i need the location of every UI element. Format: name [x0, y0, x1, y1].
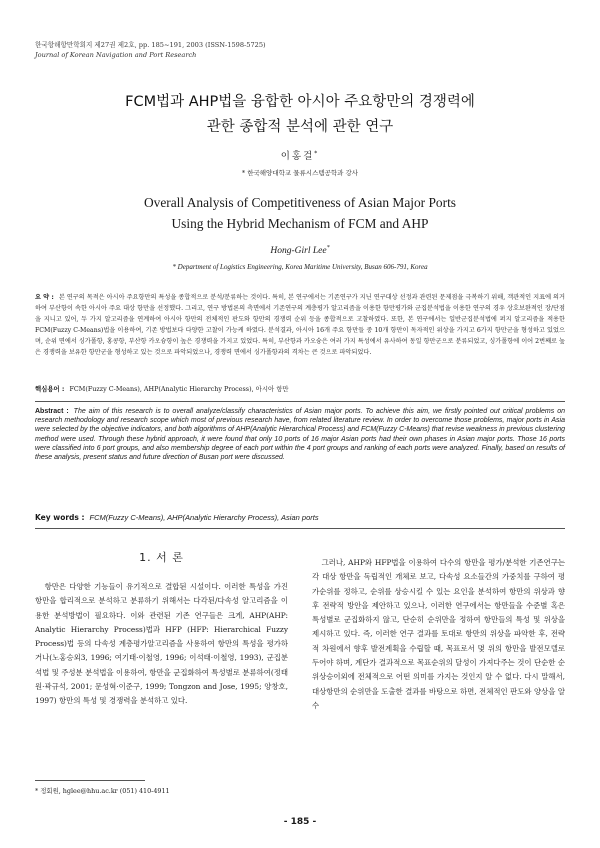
english-keywords	[35, 513, 565, 523]
korean-title-line2: 관한 종합적 분석에 관한 연구	[206, 119, 394, 135]
korean-title	[0, 90, 600, 140]
body-paragraph: 그러나, AHP와 HFP법을 이용하여 다수의 항만을 평가/분석한 기존연구는 각 대상 항만을 독립적인 개체로 보고, 다속성 요소들간의 가중치를 구하여 평가순위를 정하고, 순위를 상승시킬 수 있는 요인을 분석하여 항만의 위상과 향후 전략적 방안을 제안하고 있으나, 이러한 연구에서는 항만들을 수준별 혹은 특성별로 군집화하지 않고, 단순히 순위만을 정하여 항만들의 특성 및 위상을 제시하고 있다. 즉, 이러한 연구 결과를 토대로 항만의 위상을 파악한 후, 전략적 차원에서 향후 발전계획을 수립할 때, 목표로서 몇 위의 항만을 발전모델로 두어야 하며, 계단가 결과적으로 목표순위의 달성이 가져다주는 것이 단순한 순위상승이외에 전체적으로 어떤 의미를 가지는 것인지 알 수 없다. 다시 말해서, 대상항만의 순위만을 도출한 결과를 바탕으로 하면, 전체적인 판도와 양상을 알 수	[312, 558, 565, 710]
english-affiliation: * Department of Logistics Engineering, Korea Maritime University, Busan 606-791, Korea	[172, 263, 428, 271]
divider-bottom	[35, 528, 565, 529]
divider-top	[35, 401, 565, 402]
english-title-line2: Using the Hybrid Mechanism of FCM and AHP	[171, 216, 429, 231]
korean-keywords-text: FCM(Fuzzy C-Means), AHP(Analytic Hierarchy Process), 아시아 항만	[69, 385, 289, 393]
english-abstract-label: Abstract :	[35, 408, 69, 415]
body-column-left	[35, 580, 288, 709]
footnote: * 정회원, hglee@hhu.ac.kr (051) 410-4911	[35, 787, 170, 795]
journal-name: Journal of Korean Navigation and Port Research	[35, 51, 197, 59]
english-title	[0, 192, 600, 234]
body-paragraph: 항만은 다양한 기능들이 유기적으로 결합된 시설이다. 이러한 특성을 가진 항만을 합리적으로 분석하고 분류하기 위해서는 다각된/다속성 알고리즘을 이용한 분석방법이 필요하다. 이와 관련된 기존 연구들은 크게, AHP(AHP: Analytic Hierarchy Process)법과 HFP (HFP: Hierarchical Fuzzy Process)법 등의 다속성 계층평가알고리즘을 사용하여 항만의 특성을 평가하거나(노홍승외3, 1996; 여기태·이철영, 1996; 이석태·이철영, 1993), 군집분석법 및 주성분 분석법을 이용하여, 항만을 군집화하여 특성별로 분류하여(정태원·곽규석, 2001; 문성혁·이준구, 1999; Tongzon and Jose, 1995; 양창호, 1997) 항만의 특성 및 경쟁력을 분석하고 있다.	[35, 582, 288, 706]
korean-author-mark: *	[314, 149, 320, 157]
english-abstract	[35, 407, 565, 462]
body-column-right	[312, 556, 565, 713]
english-title-line1: Overall Analysis of Competitiveness of Asian Major Ports	[143, 195, 457, 210]
korean-keywords	[35, 384, 565, 394]
section-heading: 1. 서 론	[139, 551, 184, 564]
journal-citation: 한국항해항만학회지 제27권 제2호, pp. 185~191, 2003 (ISSN-1598-5725)	[35, 41, 266, 49]
english-author-mark: *	[326, 245, 330, 251]
korean-keywords-label: 핵심용어 :	[35, 385, 65, 393]
page-number: - 185 -	[283, 817, 317, 827]
english-keywords-label: Key words :	[35, 513, 85, 522]
footnote-rule	[35, 780, 145, 781]
english-author-name: Hong-Girl Lee	[270, 246, 327, 257]
korean-abstract	[35, 292, 565, 358]
english-abstract-text: The aim of this research is to overall analyze/classify characteristics of Asian major ports. To achieve this aim, we firstly pointed out critical problems on research methodology and research scope which most of previous research have, from related literature review. In order to overcome those problems, major ports in Asia were selected by the objective indicators, and both algorithms of AHP(Analytic Hierarchical Process) and FCM(Fuzzy C-Means) that revise weakness in previous clustering method were used. Through these hybrid approach, it were found that only 10 ports of 16 major Asian ports had their own phases in Asian major ports. Those 16 ports were classified into 6 port groups, and also membership degree of each port within the 4 port groups and ranking of each ports were analyzed. Finally, based on results of these analysis, present status and future direction of Busan port were discussed.	[35, 408, 565, 462]
english-keywords-text: FCM(Fuzzy C-Means), AHP(Analytic Hierarchy Process), Asian ports	[89, 513, 319, 522]
korean-abstract-label: 요 약 :	[35, 294, 54, 301]
korean-abstract-text: 본 연구의 목적은 아시아 주요항만의 특성을 종합적으로 분석/분류하는 것이다. 특히, 본 연구에서는 기존연구가 지닌 연구대상 선정과 관련된 문제점을 극복하기 위해, 객관적인 지표에 의거하여 부산항이 속한 아시아 주요 대상 항만을 선정했다. 그리고, 연구 방법론의 측면에서 기존연구의 계층평가 알고리즘을 이용한 항만평가와 군집분석법을 이용한 연구의 경우 상호보완적인 장/단점을 지니고 있어, 두 가지 알고리즘을 연계하여 아시아 항만의 전체적인 판도와 항만의 경쟁력 순위 등을 종합적으로 고찰하였다. 또한, 본 연구에서는 일반군집분석법에 퍼지 알고리즘을 적용한 FCM(Fuzzy C-Means)법을 이용하여, 기존 방법보다 다양한 고찰이 가능케 하였다. 분석결과, 아시아 16개 주요 항만들 중 10개 항만이 독자적인 위상을 가지고 6가지 항만군을 형성하고 있었으며, 순위 면에서 싱가폴항, 홍콩항, 부산항 카오슝항이 높은 경쟁력을 가지고 있었다. 특히, 부산항과 카오슝은 여러 가지 특성에서 유사하여 동일 항만군으로 분류되었고, 싱가폴항에 이어 2번째로 높은 경쟁력을 보유한 항만군을 형성하고 있는 것으로 파악되었으나, 경쟁력 면에서 싱가폴항과의 격차는 큰 것으로 파악되었다.	[35, 294, 565, 356]
korean-author-name: 이홍걸	[280, 151, 315, 162]
korean-author	[0, 148, 600, 162]
journal-header	[35, 40, 266, 60]
korean-affiliation: * 한국해양대학교 물류시스템공학과 강사	[241, 169, 359, 177]
english-author	[0, 245, 600, 256]
korean-title-line1: FCM법과 AHP법을 융합한 아시아 주요항만의 경쟁력에	[125, 94, 475, 110]
